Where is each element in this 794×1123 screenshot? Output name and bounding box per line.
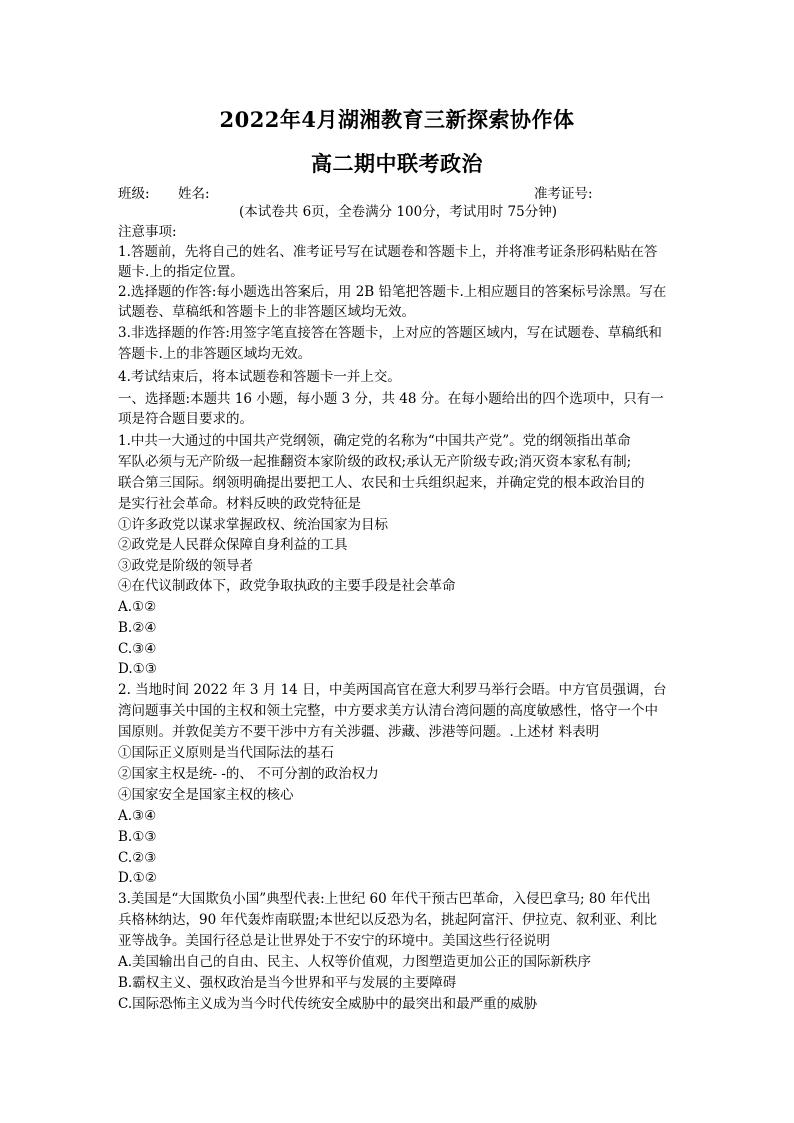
- q2-stem: 2. 当地时间 2022 年 3 月 14 日，中美两国高官在意大利罗马举行会晤。中方官员强调，台: [118, 682, 667, 698]
- q3-option-c: C.国际恐怖主义成为当今时代传统安全威胁中的最突出和最严重的威胁: [118, 996, 538, 1012]
- q2-option-c: C.②③: [118, 850, 157, 866]
- notice-heading: 注意事项:: [118, 224, 177, 240]
- section-instructions: 一、选择题:本题共 16 小题，每小题 3 分，共 48 分。在每小题给出的四个选项中，只有一: [118, 391, 664, 407]
- notice-line: 4.考试结束后，将本试题卷和答题卡一并上交。: [118, 369, 401, 385]
- q3-option-b: B.霸权主义、强权政治是当今世界和平与发展的主要障碍: [118, 975, 457, 991]
- q3-stem: 兵格林纳达，90 年代轰炸南联盟;本世纪以反恐为名，挑起阿富汗、伊拉克、叙利亚、利比: [118, 912, 658, 928]
- q1-stem: 1.中共一大通过的中国共产党纲领，确定党的名称为“中国共产党”。党的纲领指出革命: [118, 433, 631, 449]
- notice-line: 答题卡.上的非答题区域均无效。: [118, 346, 312, 362]
- q3-option-a: A.美国输出自己的自由、民主、人权等价值观，力图塑造更加公正的国际新秩序: [118, 954, 592, 970]
- class-label: 班级:: [118, 186, 150, 202]
- q2-stem: 国原则。并敦促美方不要干涉中方有关涉疆、涉藏、涉港等问题。.上述材 料表明: [118, 724, 600, 740]
- q1-option-b: B.②④: [118, 620, 157, 636]
- q1-statement: ①许多政党以谋求掌握政权、统治国家为目标: [118, 517, 388, 533]
- q2-option-d: D.①②: [118, 870, 157, 886]
- q2-option-a: A.③④: [118, 808, 157, 824]
- exam-subtitle: 高二期中联考政治: [311, 151, 483, 176]
- q1-option-c: C.③④: [118, 641, 157, 657]
- notice-line: 试题卷、草稿纸和答题卡上的非答题区域均无效。: [118, 304, 415, 320]
- q1-stem: 联合第三国际。纲领明确提出要把工人、农民和士兵组织起来，并确定党的根本政治目的: [118, 475, 645, 491]
- name-label: 姓名:: [178, 186, 210, 202]
- q3-stem: 亚等战争。美国行径总是让世界处于不安宁的环境中。美国这些行径说明: [118, 933, 550, 949]
- section-instructions: 项是符合题目要求的。: [118, 411, 253, 427]
- q1-stem: 军队必须与无产阶级一起推翻资本家阶级的政权;承认无产阶级专政;消灭资本家私有制;: [118, 454, 632, 470]
- q2-statement: ①国际正义原则是当代国际法的基石: [118, 745, 334, 761]
- exam-title: 2022年4月湖湘教育三新探索协作体: [219, 107, 575, 132]
- q2-statement: ④国家安全是国家主权的核心: [118, 787, 294, 803]
- exam-info: (本试卷共 6页，全卷满分 100分，考试用时 75分钟): [239, 204, 557, 220]
- notice-line: 1.答题前，先将自己的姓名、准考证号写在试题卷和答题卡上，并将准考证条形码粘贴在答: [118, 244, 658, 260]
- notice-line: 题卡.上的指定位置。: [118, 264, 244, 280]
- q1-stem: 是实行社会革命。材料反映的政党特征是: [118, 496, 361, 512]
- q3-stem: 3.美国是“大国欺负小国”典型代表:上世纪 60 年代干预古巴革命，入侵巴拿马; 80 年代出: [118, 891, 651, 907]
- q2-statement: ②国家主权是统- -的、 不可分割的政治权力: [118, 766, 379, 782]
- q2-stem: 湾问题事关中国的主权和领土完整，中方要求美方认清台湾问题的高度敏感性，恪守一个中: [118, 703, 658, 719]
- notice-line: 3.非选择题的作答:用签字笔直接答在答题卡，上对应的答题区域内，写在试题卷、草稿纸和: [118, 325, 662, 341]
- notice-line: 2.选择题的作答:每小题选出答案后，用 2B 铅笔把答题卡.上相应题目的答案标号涂黑。写在: [118, 284, 667, 300]
- q2-option-b: B.①③: [118, 829, 157, 845]
- q1-statement: ②政党是人民群众保障自身利益的工具: [118, 537, 348, 553]
- q1-option-d: D.①③: [118, 661, 157, 677]
- q1-statement: ③政党是阶级的领导者: [118, 558, 253, 574]
- exam-number-label: 准考证号:: [534, 186, 593, 202]
- q1-statement: ④在代议制政体下，政党争取执政的主要手段是社会革命: [118, 578, 456, 594]
- q1-option-a: A.①②: [118, 599, 157, 615]
